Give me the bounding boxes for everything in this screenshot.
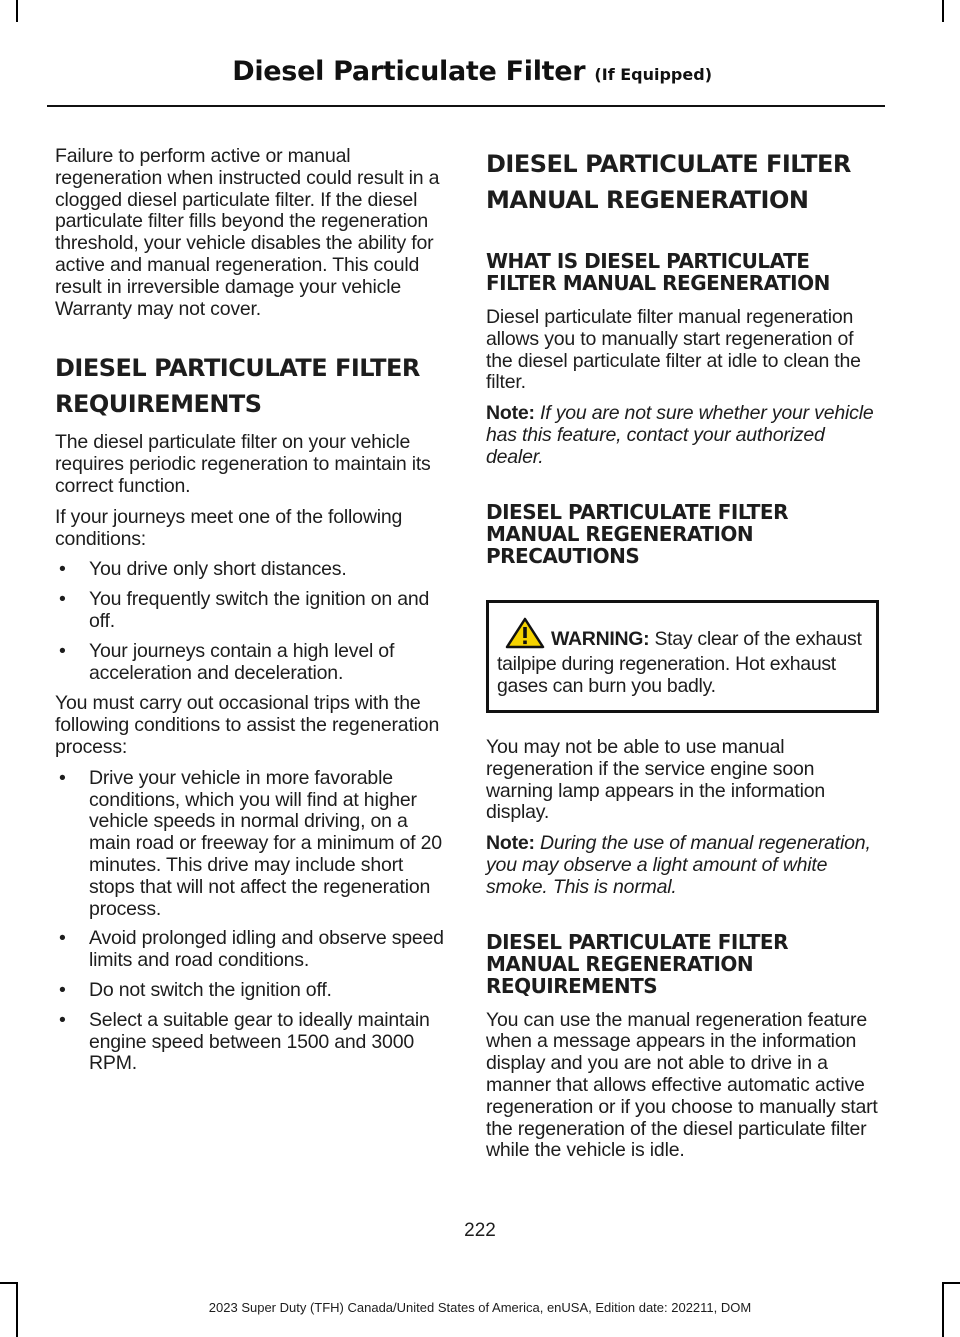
header-subtitle: (If Equipped) [594,65,712,84]
note-2-label: Note: [486,832,535,855]
manual-requirements-subheading: DIESEL PARTICULATE FILTER MANUAL REGENERATION REQUIREMENTS [486,929,788,998]
note-2 [486,833,879,898]
crop-mark-top-right [942,0,944,22]
requirements-heading [55,350,448,422]
list-item: • You drive only short distances. [55,559,448,581]
precautions-subheading: DIESEL PARTICULATE FILTER MANUAL REGENERATION PRECAUTIONS [486,499,788,568]
page-header-title [232,56,712,87]
manual-regeneration-heading [486,146,879,218]
trip-conditions-list [55,768,448,1075]
what-is-subheading: WHAT IS DIESEL PARTICULATE FILTER MANUAL REGENERATION [486,249,830,295]
manual-regeneration-heading-line2: MANUAL REGENERATION [486,186,809,214]
requirements-paragraph-3: You must carry out occasional trips with the following conditions to assist the regeneration process: [55,692,440,758]
note-1-text: If you are not sure whether your vehicle has this feature, contact your authorized dealer. [486,402,874,468]
header-title-text: Diesel Particulate Filter [232,56,586,87]
requirements-heading-line1: DIESEL PARTICULATE FILTER [55,354,420,383]
warning-box [486,600,879,713]
crop-mark-bottom-right-h [942,1282,960,1284]
list-item: • Drive your vehicle in more favorable conditions, which you will find at higher vehicle speeds in normal driving, on a main road or freeway for a minimum of 20 minutes. This drive may include short stops that will not affect the regeneration process. [55,768,448,921]
requirements-paragraph-1: The diesel particulate filter on your vehicle requires periodic regeneration to maintain its correct function. [55,431,431,497]
right-column [486,146,879,1171]
requirements-heading-line2: REQUIREMENTS [55,390,262,419]
note-1-label: Note: [486,402,535,425]
intro-paragraph: Failure to perform active or manual regeneration when instructed could result in a clogged diesel particulate filter. If the diesel particulate filter fills beyond the regeneration threshold, your vehicle disables the ability for active and manual regeneration. This could result in irreversible damage your vehicle Warranty may not cover. [55,145,440,320]
header-rule [47,105,885,107]
left-column [55,146,448,1084]
manual-requirements-paragraph: You can use the manual regeneration feature when a message appears in the information display and you are not able to drive in a manner that allows effective automatic active regeneration or if you choose to manually start the regeneration of the diesel particulate filter while the vehicle is idle. [486,1008,878,1162]
list-item: • Do not switch the ignition off. [55,980,448,1002]
conditions-list [55,559,448,684]
manual-regeneration-heading-line1: DIESEL PARTICULATE FILTER [486,150,851,178]
crop-mark-top-left [16,0,18,22]
precautions-paragraph: You may not be able to use manual regeneration if the service engine soon warning lamp appears in the information display. [486,735,826,824]
crop-mark-bottom-left-h [0,1282,18,1284]
what-is-paragraph: Diesel particulate filter manual regeneration allows you to manually start regeneration of the diesel particulate filter at idle to clean the filter. [486,306,861,394]
page-number: 222 [464,1220,496,1241]
note-2-text: During the use of manual regeneration, you may observe a light amount of white smoke. This is normal. [486,832,871,898]
note-1 [486,403,879,468]
requirements-paragraph-2: If your journeys meet one of the following conditions: [55,505,403,550]
warning-text: Stay clear of the exhaust tailpipe during regeneration. Hot exhaust gases can burn you badly. [497,627,862,698]
warning-triangle-icon [505,617,545,655]
warning-label: WARNING: [551,627,650,650]
footer-edition-info: 2023 Super Duty (TFH) Canada/United States of America, enUSA, Edition date: 202211, DOM [208,1300,752,1315]
list-item: • Select a suitable gear to ideally maintain engine speed between 1500 and 3000 RPM. [55,1010,448,1075]
list-item: • Your journeys contain a high level of acceleration and deceleration. [55,641,448,685]
list-item: • You frequently switch the ignition on and off. [55,589,448,633]
list-item: • Avoid prolonged idling and observe speed limits and road conditions. [55,928,448,972]
